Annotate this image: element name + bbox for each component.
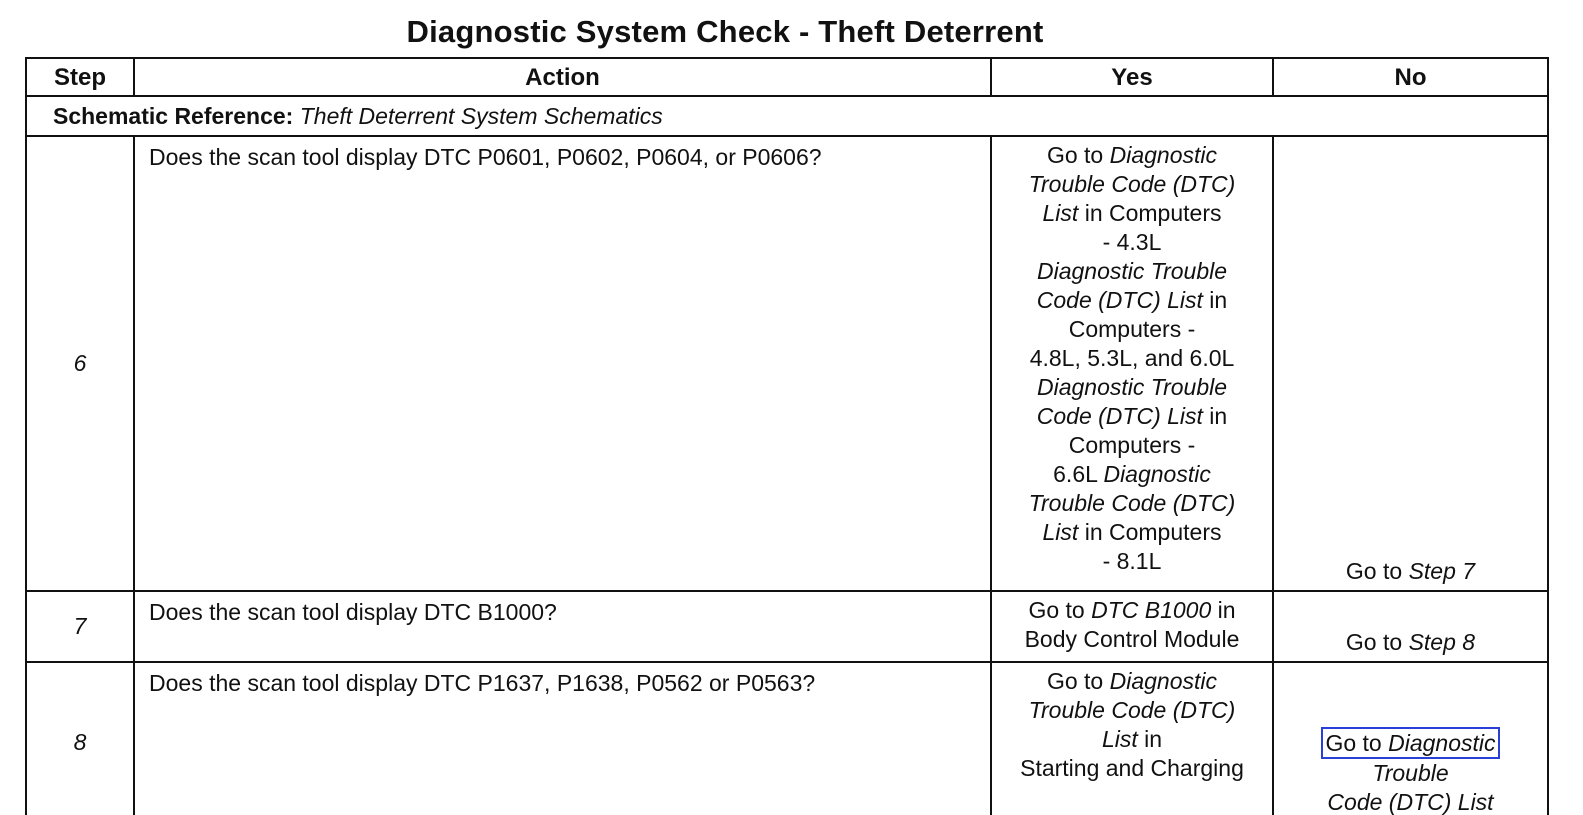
schematic-reference-row xyxy=(26,96,1548,136)
yes-link-line[interactable]: Computers - xyxy=(1068,432,1196,458)
yes-link-line[interactable]: Computers - xyxy=(1068,316,1196,342)
yes-link-line[interactable]: Body Control Module xyxy=(1024,626,1240,652)
no-link-focused[interactable]: Go to Diagnostic xyxy=(1321,727,1499,759)
no-link-continued[interactable]: Code (DTC) List xyxy=(1327,789,1494,815)
table-row xyxy=(26,136,1548,591)
step-number: 7 xyxy=(26,591,134,662)
yes-cell xyxy=(991,662,1273,815)
step-number: 6 xyxy=(26,136,134,591)
schematic-reference-link[interactable]: Theft Deterrent System Schematics xyxy=(299,102,663,129)
yes-link-line[interactable]: Trouble Code (DTC) xyxy=(1028,697,1236,723)
yes-link-line[interactable]: List in Computers xyxy=(1042,200,1222,226)
action-text: Does the scan tool display DTC P1637, P1638, P0562 or P0563? xyxy=(134,662,991,815)
action-text: Does the scan tool display DTC P0601, P0602, P0604, or P0606? xyxy=(134,136,991,591)
table-row xyxy=(26,662,1548,815)
no-cell xyxy=(1273,591,1548,662)
yes-cell xyxy=(991,591,1273,662)
yes-link-line[interactable]: 6.6L Diagnostic xyxy=(1053,461,1211,487)
yes-cell xyxy=(991,136,1273,591)
step-number: 8 xyxy=(26,662,134,815)
yes-link-line[interactable]: 4.8L, 5.3L, and 6.0L xyxy=(1029,345,1235,371)
schematic-reference-label: Schematic Reference: xyxy=(53,102,294,129)
yes-link-line[interactable]: List in Computers xyxy=(1042,519,1222,545)
yes-link-line[interactable]: Diagnostic Trouble xyxy=(1036,258,1228,284)
no-cell xyxy=(1273,662,1548,815)
no-link[interactable]: Go to Step 7 xyxy=(1345,558,1476,584)
yes-link-line[interactable]: Starting and Charging xyxy=(1020,755,1244,781)
yes-link-line[interactable]: Go to Diagnostic xyxy=(1046,668,1218,694)
yes-link-line[interactable]: Diagnostic Trouble xyxy=(1036,374,1228,400)
header-yes: Yes xyxy=(991,58,1273,96)
action-text: Does the scan tool display DTC B1000? xyxy=(134,591,991,662)
header-row xyxy=(26,58,1548,96)
table-row xyxy=(26,591,1548,662)
yes-link-line[interactable]: Trouble Code (DTC) xyxy=(1028,490,1236,516)
yes-link-line[interactable]: Trouble Code (DTC) xyxy=(1028,171,1236,197)
header-step: Step xyxy=(26,58,134,96)
header-no: No xyxy=(1273,58,1548,96)
yes-link-line[interactable]: Code (DTC) List in xyxy=(1036,403,1228,429)
no-cell xyxy=(1273,136,1548,591)
no-link-continued[interactable]: Trouble xyxy=(1372,760,1449,786)
no-link[interactable]: Go to Step 8 xyxy=(1345,629,1476,655)
yes-link-line[interactable]: Go to DTC B1000 in xyxy=(1028,597,1236,623)
schematic-reference-cell xyxy=(26,96,1548,136)
yes-link-line[interactable]: Go to Diagnostic xyxy=(1046,142,1218,168)
page-title: Diagnostic System Check - Theft Deterrent xyxy=(406,14,1044,49)
yes-link-line[interactable]: Code (DTC) List in xyxy=(1036,287,1228,313)
yes-link-line[interactable]: List in xyxy=(1101,726,1163,752)
yes-link-line[interactable]: - 4.3L xyxy=(1102,229,1162,255)
header-action: Action xyxy=(134,58,991,96)
diagnostic-table xyxy=(25,57,1549,815)
yes-link-line[interactable]: - 8.1L xyxy=(1102,548,1162,574)
